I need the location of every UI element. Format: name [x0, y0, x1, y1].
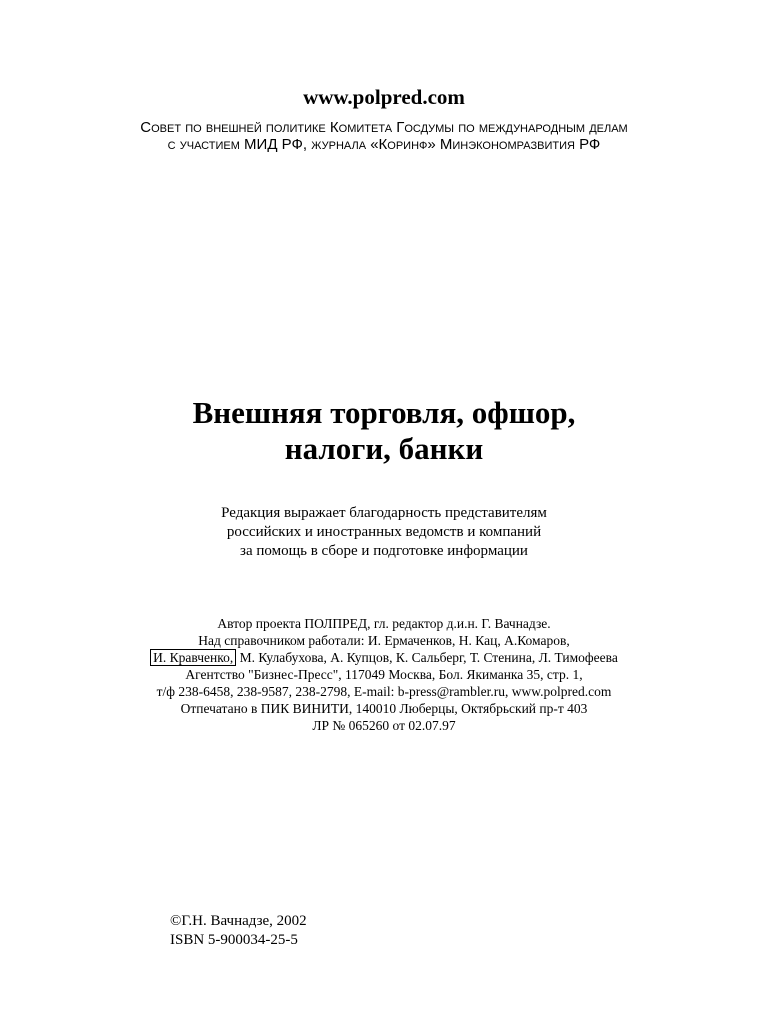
- credits-license: ЛР № 065260 от 02.07.97: [312, 718, 456, 733]
- acknowledgement-line-2: российских и иностранных ведомств и компаний: [226, 524, 542, 540]
- credits-contributors-2: [0, 649, 768, 666]
- credits-contributors-1: Над справочником работали: И. Ермаченков, Н. Кац, А.Комаров,: [198, 633, 570, 648]
- book-title-line-2: налоги, банки: [284, 431, 484, 466]
- book-title: [0, 395, 768, 467]
- council-line-1: Совет по внешней политике Комитета Госдумы по международным делам: [140, 119, 628, 136]
- copyright: ©Г.Н. Вачнадзе, 2002: [170, 913, 307, 929]
- council-line-2: с участием МИД РФ, журнала «Коринф» Минэкономразвития РФ: [167, 136, 601, 153]
- credits-agency: Агентство "Бизнес-Пресс", 117049 Москва, Бол. Якиманка 35, стр. 1,: [185, 667, 583, 682]
- copyright-block: [170, 912, 307, 950]
- acknowledgement-line-3: за помощь в сборе и подготовке информации: [240, 543, 528, 559]
- acknowledgement: [0, 504, 768, 561]
- isbn: ISBN 5-900034-25-5: [170, 932, 298, 948]
- site-url: www.polpred.com: [303, 85, 465, 109]
- credits-author: Автор проекта ПОЛПРЕД, гл. редактор д.и.н. Г. Вачнадзе.: [217, 616, 551, 631]
- highlighted-name: И. Кравченко,: [150, 649, 236, 666]
- credits-contributors-2-rest: М. Кулабухова, А. Купцов, К. Сальберг, Т. Стенина, Л. Тимофеева: [236, 650, 618, 665]
- acknowledgement-line-1: Редакция выражает благодарность представителям: [221, 505, 547, 521]
- credits-block: [0, 615, 768, 734]
- book-title-line-1: Внешняя торговля, офшор,: [192, 395, 576, 430]
- credits-contacts: т/ф 238-6458, 238-9587, 238-2798, E-mail: b-press@rambler.ru, www.polpred.com: [156, 684, 612, 699]
- credits-printed: Отпечатано в ПИК ВИНИТИ, 140010 Люберцы, Октябрьский пр-т 403: [180, 701, 588, 716]
